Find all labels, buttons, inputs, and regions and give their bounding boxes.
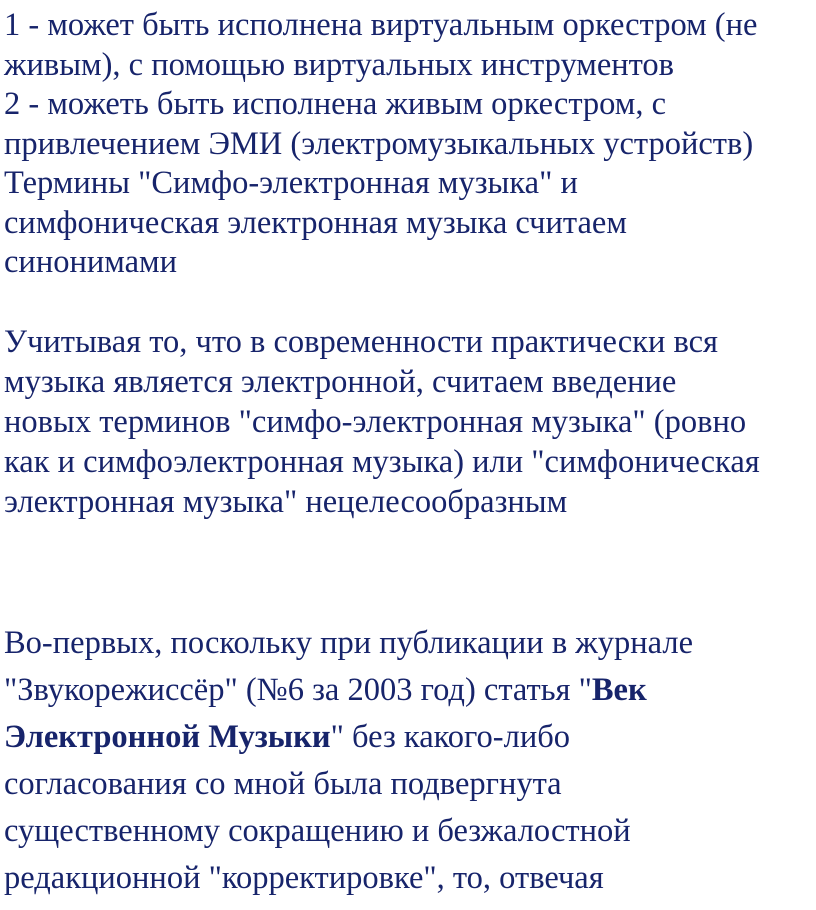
text-line: музыка является электронной, считаем введение (4, 363, 677, 400)
text-line: согласования со мной была подвергнута (4, 765, 562, 802)
document-body (4, 6, 812, 902)
text-line: как и симфоэлектронная музыка) или "симфоническая (4, 443, 760, 480)
text-line: новых терминов "симфо-электронная музыка" (ровно (4, 403, 747, 440)
text-line: синонимами (4, 244, 177, 280)
article-title-part1: Век (591, 671, 647, 708)
text-segment: " без какого-либо (330, 718, 571, 755)
text-line: Во-первых, поскольку при публикации в журнале (4, 624, 693, 661)
text-line: живым), с помощью виртуальных инструментов (4, 46, 675, 83)
text-line: редакционной "корректировке", то, отвечая (4, 859, 604, 896)
text-line: существенному сокращению и безжалостной (4, 812, 631, 849)
paragraph-conclusion (4, 322, 812, 522)
text-line: 1 - может быть исполнена виртуальным оркестром (не (4, 7, 758, 43)
text-line: симфоническая электронная музыка считаем (4, 204, 627, 241)
text-segment: "Звукорежиссёр" (№6 за 2003 год) статья " (4, 671, 592, 708)
text-line: электронная музыка" нецелесообразным (4, 483, 568, 520)
article-title-part2: Электронной Музыки (4, 718, 331, 755)
text-line: привлечением ЭМИ (электромузыкальных устройств) (4, 125, 754, 162)
text-line: Учитывая то, что в современности практически вся (4, 323, 718, 360)
paragraph-firstly (4, 620, 812, 902)
paragraph-definitions (4, 6, 812, 283)
text-line (4, 667, 812, 714)
text-line: Термины "Симфо-электронная музыка" и (4, 165, 578, 201)
text-line (4, 714, 812, 761)
text-line: 2 - можеть быть исполнена живым оркестром, с (4, 86, 667, 122)
